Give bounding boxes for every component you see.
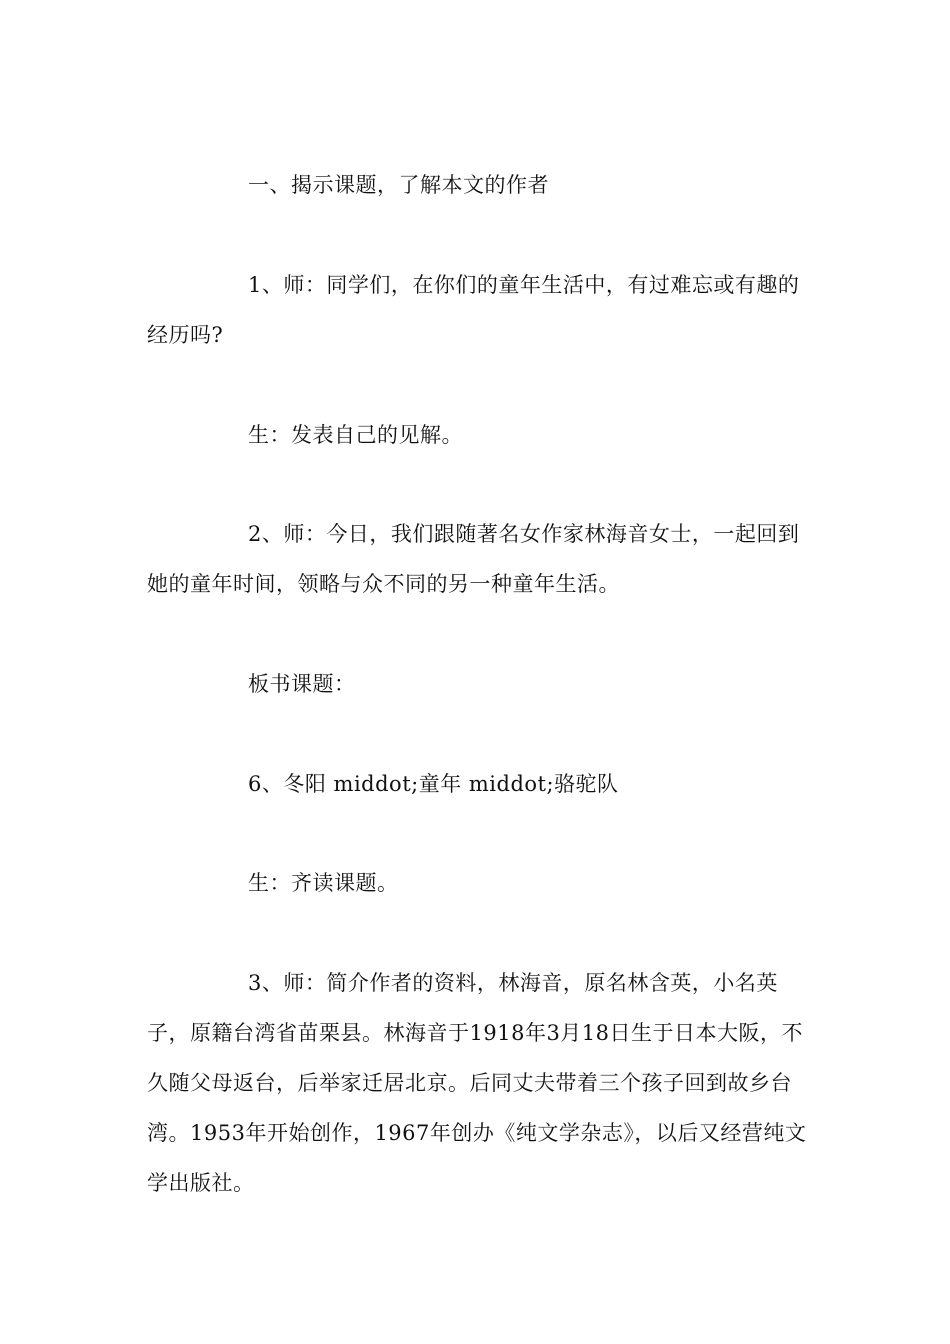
teacher-intro-paragraph: 2、师：今日，我们跟随著名女作家林海音女士，一起回到她的童年时间，领略与众不同的另一种童年生活。 <box>147 522 800 596</box>
lesson-title-paragraph: 6、冬阳 middot;童年 middot;骆驼队 <box>248 772 619 796</box>
board-title-label: 板书课题： <box>248 672 356 696</box>
author-bio-paragraph: 3、师：简介作者的资料，林海音，原名林含英，小名英子，原籍台湾省苗栗县。林海音于1918年3月18日生于日本大阪，不久随父母返台，后举家迁居北京。后同丈夫带着三个孩子回到故乡台湾。1953年开始创作，1967年创办《纯文学杂志》，以后又经营纯文学出版社。 <box>147 971 807 1195</box>
student-response-paragraph: 生：发表自己的见解。 <box>248 423 463 447</box>
student-reading-paragraph: 生：齐读课题。 <box>248 871 399 895</box>
section-heading: 一、揭示课题，了解本文的作者 <box>248 173 549 197</box>
teacher-question-paragraph: 1、师：同学们，在你们的童年生活中，有过难忘或有趣的经历吗? <box>147 273 800 347</box>
